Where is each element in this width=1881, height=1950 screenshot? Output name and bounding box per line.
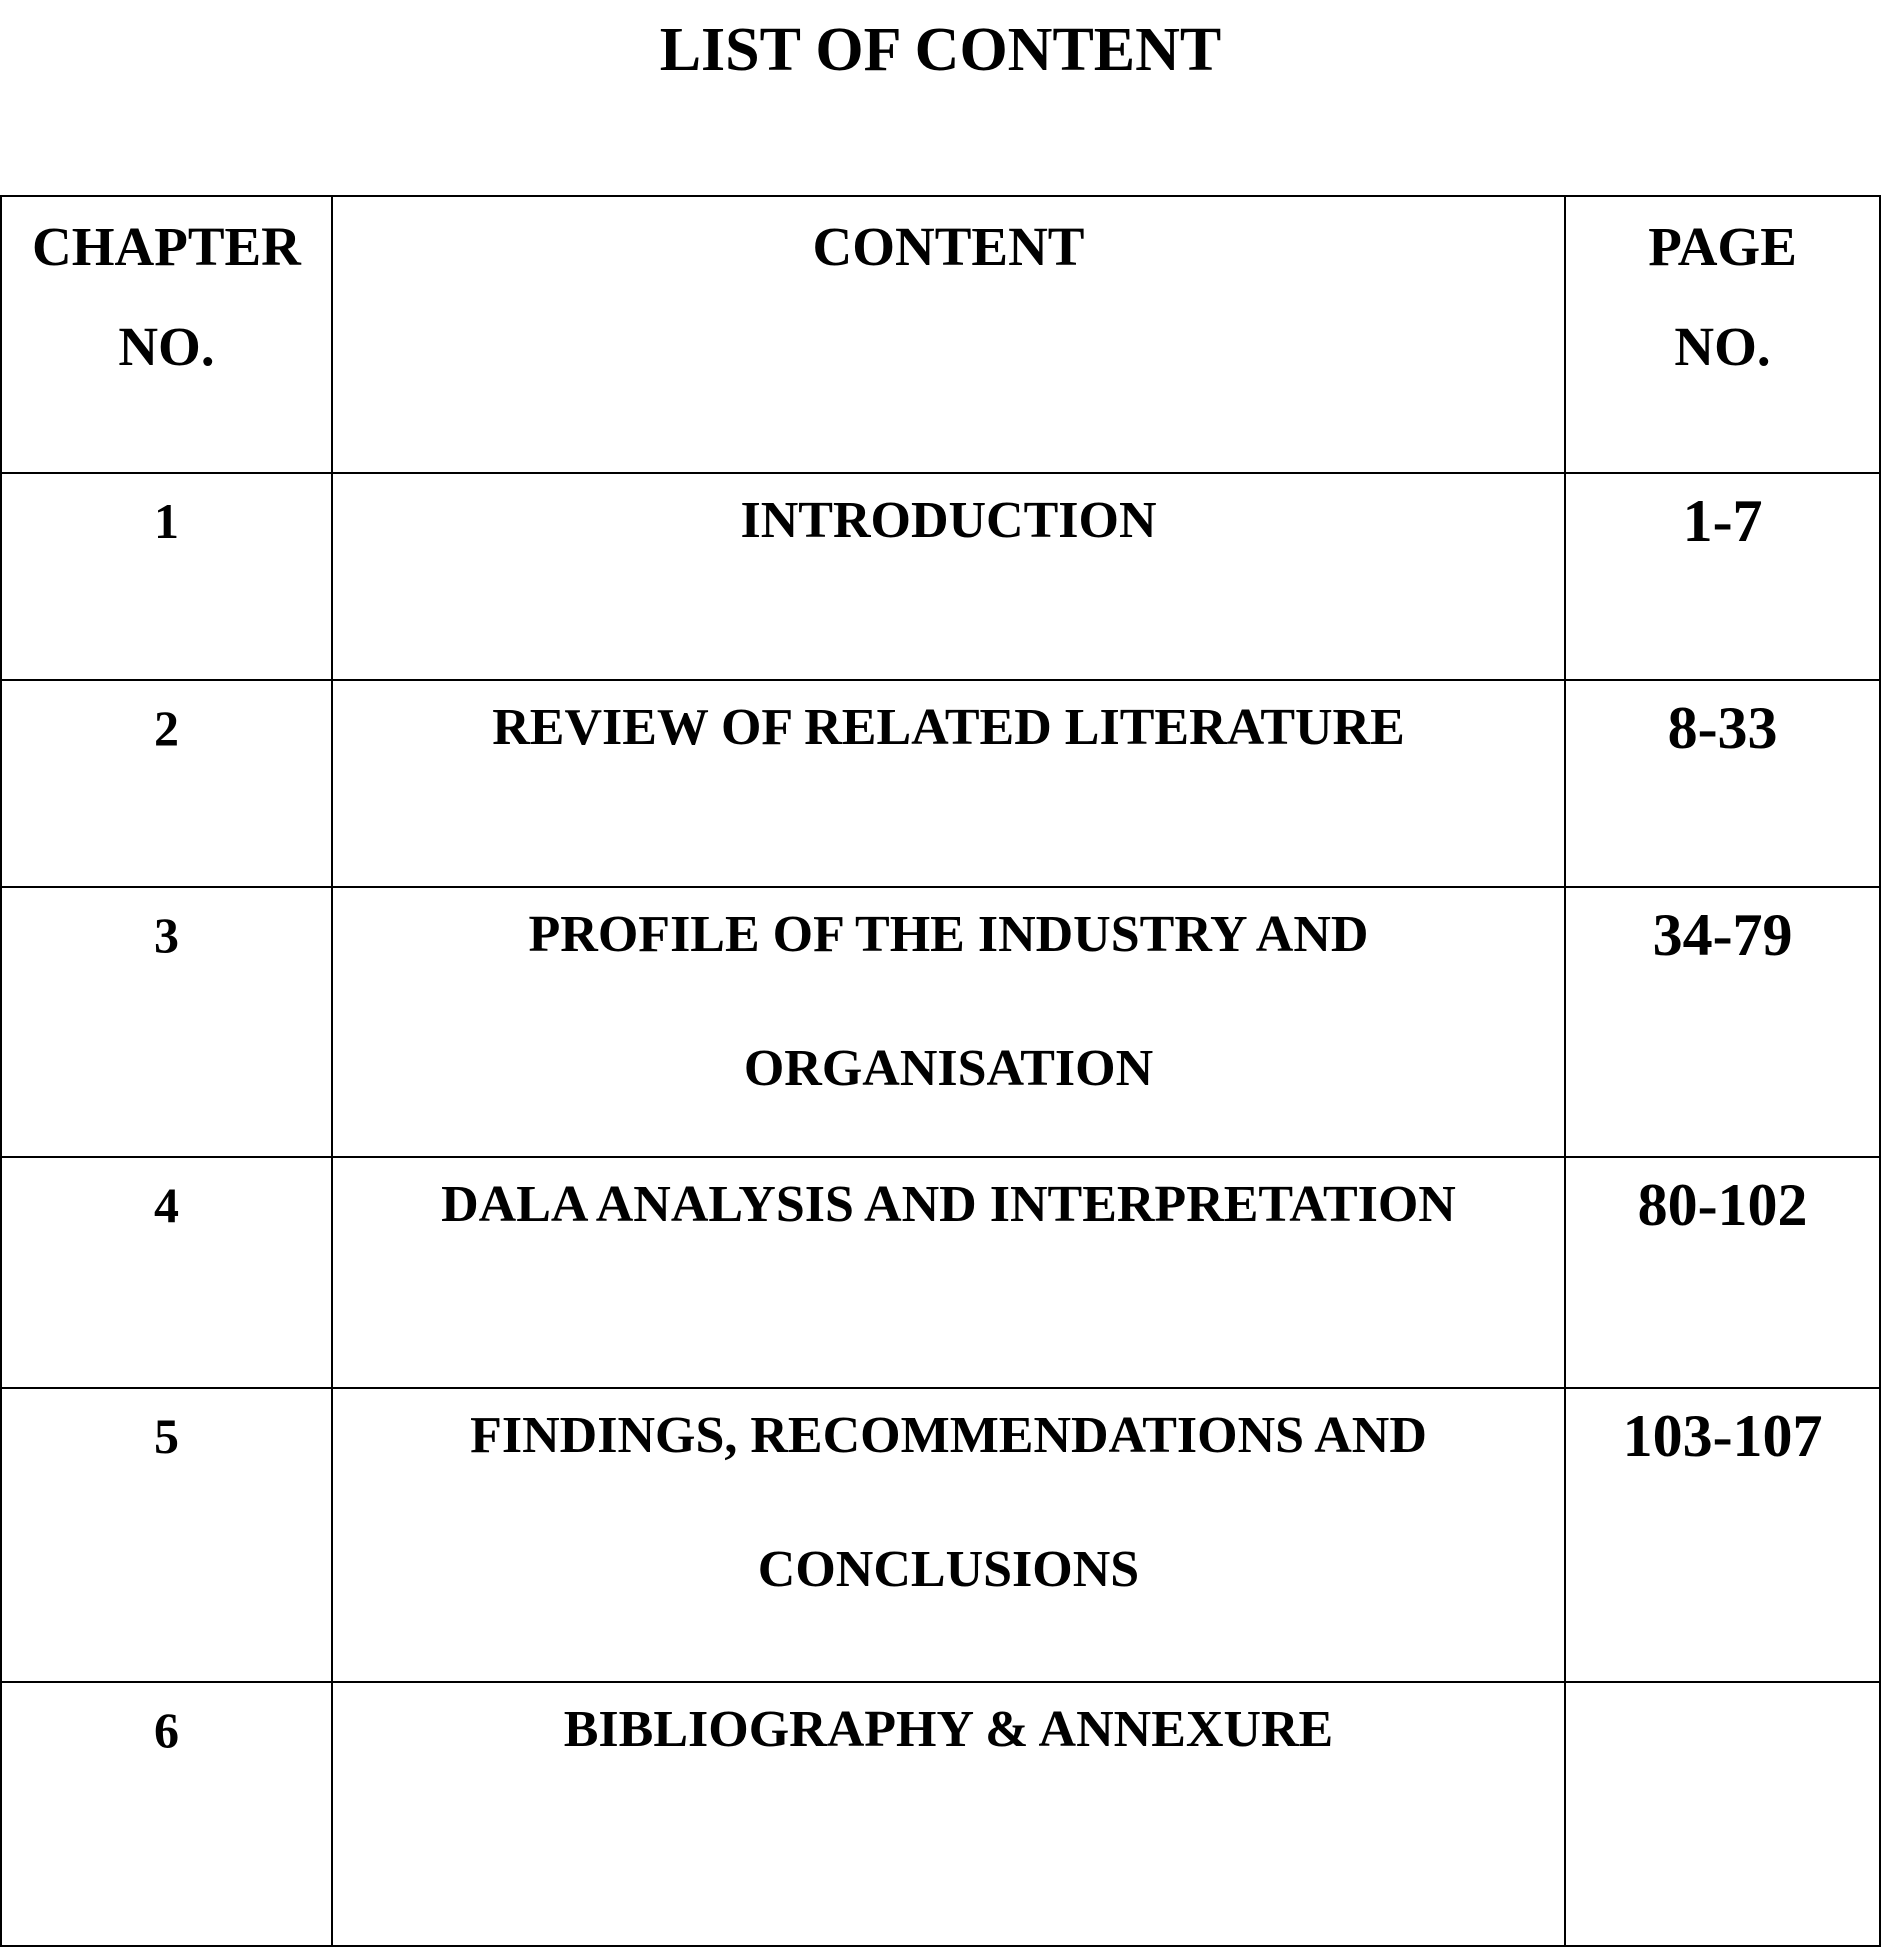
table-row <box>1 680 1880 887</box>
chapter-title <box>332 473 1565 680</box>
page-title: LIST OF CONTENT <box>659 16 1222 84</box>
table-header-row <box>1 196 1880 473</box>
chapter-title <box>332 1157 1565 1388</box>
page-range-text: 34-79 <box>1652 902 1793 968</box>
chapter-number-text: 6 <box>153 1702 179 1758</box>
contents-table <box>0 195 1881 1947</box>
table-row <box>1 1157 1880 1388</box>
chapter-title-text: PROFILE OF THE INDUSTRY AND ORGANISATION <box>528 906 1369 1097</box>
chapter-title <box>332 1388 1565 1682</box>
page-range <box>1565 1388 1880 1682</box>
page-range <box>1565 1682 1880 1946</box>
page-range-text: 8-33 <box>1667 695 1778 761</box>
chapter-number <box>1 1388 332 1682</box>
table-row <box>1 887 1880 1157</box>
chapter-title <box>332 1682 1565 1946</box>
header-content: CONTENT <box>332 196 1565 473</box>
chapter-number <box>1 1682 332 1946</box>
chapter-number <box>1 887 332 1157</box>
page-range-text: 80-102 <box>1637 1172 1808 1238</box>
chapter-number-text: 2 <box>153 700 179 756</box>
page-range-text: 103-107 <box>1622 1403 1823 1469</box>
header-page-no: PAGE NO. <box>1565 196 1880 473</box>
chapter-title-text: DALA ANALYSIS AND INTERPRETATION <box>441 1176 1456 1233</box>
page-range <box>1565 1157 1880 1388</box>
table-row <box>1 473 1880 680</box>
page-range <box>1565 473 1880 680</box>
chapter-title-text: REVIEW OF RELATED LITERATURE <box>492 699 1405 756</box>
page-range <box>1565 680 1880 887</box>
chapter-number <box>1 680 332 887</box>
table-row <box>1 1388 1880 1682</box>
chapter-number <box>1 473 332 680</box>
page-range-text: 1-7 <box>1682 488 1763 554</box>
chapter-title-text: INTRODUCTION <box>740 492 1157 549</box>
chapter-number-text: 1 <box>153 493 179 549</box>
chapter-title <box>332 887 1565 1157</box>
table-row <box>1 1682 1880 1946</box>
chapter-number-text: 5 <box>153 1408 179 1464</box>
chapter-number <box>1 1157 332 1388</box>
chapter-title-text: BIBLIOGRAPHY & ANNEXURE <box>563 1701 1334 1758</box>
header-chapter-no: CHAPTER NO. <box>1 196 332 473</box>
chapter-number-text: 4 <box>153 1177 179 1233</box>
chapter-number-text: 3 <box>153 907 179 963</box>
chapter-title-text: FINDINGS, RECOMMENDATIONS AND CONCLUSIONS <box>470 1407 1427 1598</box>
chapter-title <box>332 680 1565 887</box>
page-range <box>1565 887 1880 1157</box>
